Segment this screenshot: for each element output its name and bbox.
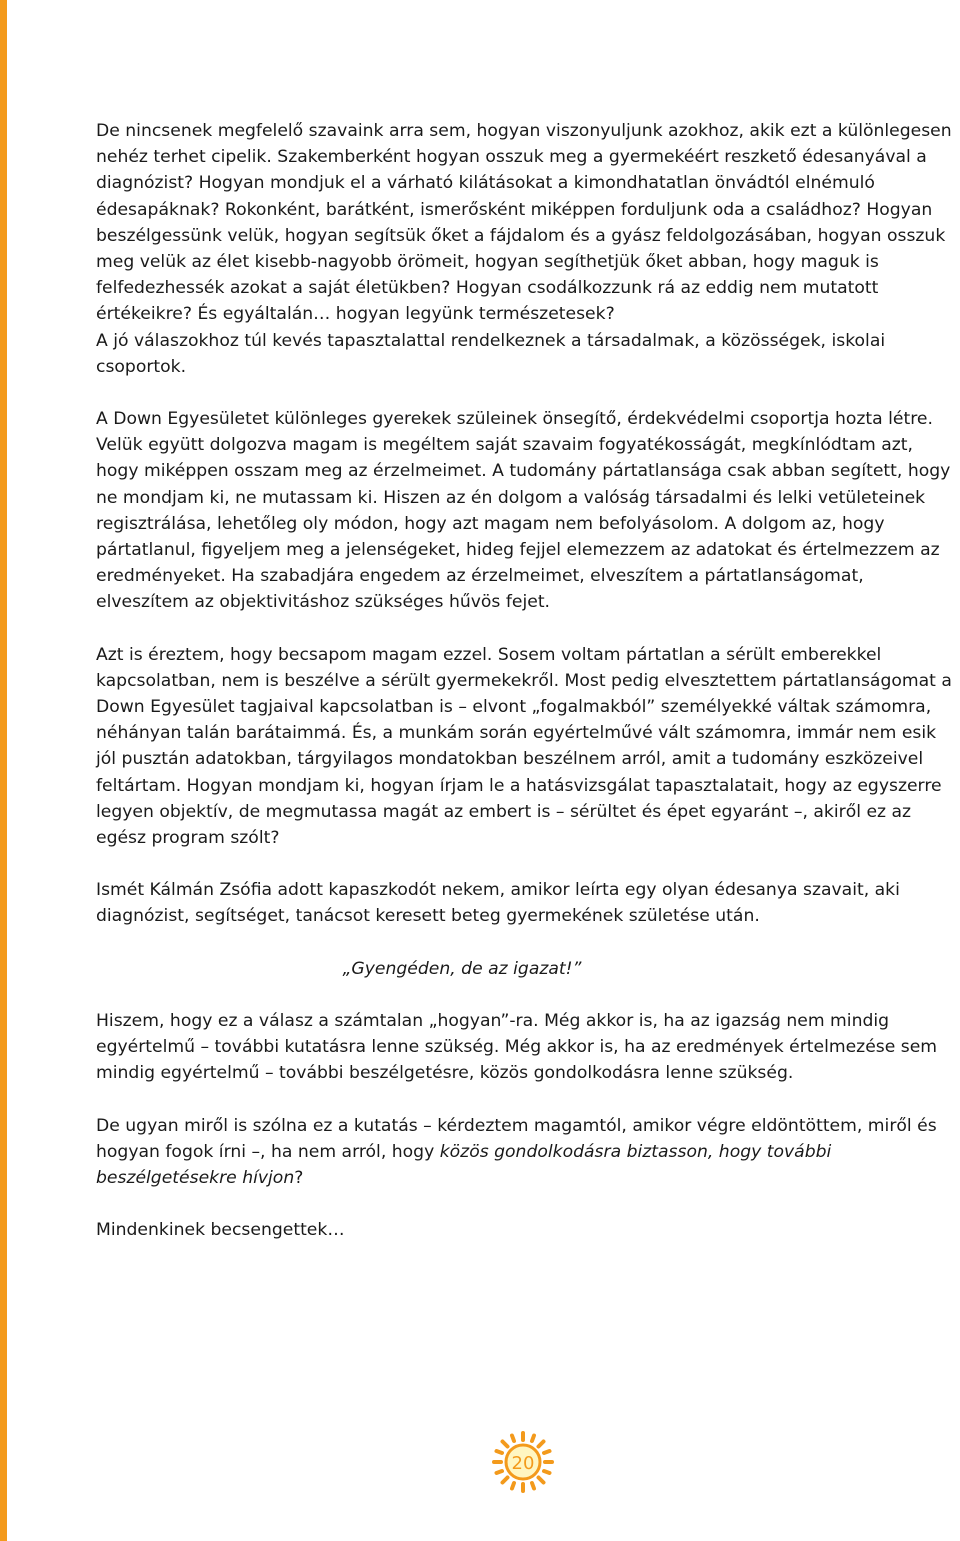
page-body [96,118,958,1269]
paragraph-5: Ismét Kálmán Zsófia adott kapaszkodót nekem, amikor leírta egy olyan édesanya szavait, aki diagnózist, segítséget, tanácsot keresett beteg gyermekének születése után. [96,880,900,927]
paragraph-7-emphasis: közös gondolkodásra biztasson, hogy további beszélgetésekre hívjon [96,1141,832,1188]
paragraph-1: De nincsenek megfelelő szavaink arra sem, hogyan viszonyuljunk azokhoz, akik ezt a különlegesen nehéz terhet cipelik. Szakemberként hogyan osszuk meg a gyermekéért reszkető édesanyával a diagnózist? Hogyan mondjuk el a várható kilátásokat a kimondhatatlan önvádtól elnémuló édesapáknak? Rokonként, barátként, ismerősként miképpen forduljunk oda a családhoz? Hogyan beszélgessünk velük, hogyan segítsük őket a fájdalom és a gyász feldolgozásában, hogyan osszuk meg velük az élet kisebb-nagyobb örömeit, hogyan segíthetjük őket abban, hogy maguk is felfedezhessék azokat a saját életükben? Hogyan csodálkozzunk rá az eddig nem mutatott értékeikre? És egyáltalán… hogyan legyünk természetesek? [96,121,952,325]
paragraph-4: Azt is éreztem, hogy becsapom magam ezzel. Sosem voltam pártatlan a sérült emberekkel kapcsolatban, nem is beszélve a sérült gyermekekről. Most pedig elvesztettem pártatlanságomat a Down Egyesület tagjaival kapcsolatban is – elvont „fogalmakból” személyekké váltak számomra, néhányan talán barátaimmá. És, a munkám során egyértelművé vált számomra, immár nem esik jól pusztán adatokban, tárgyilagos mondatokban beszélnem arról, amit a tudomány eszközeivel feltártam. Hogyan mondjam ki, hogyan írjam le a hatásvizsgálat tapasztalatait, hogy az egyszerre legyen objektív, de megmutassa magát az embert is – sérültet és épet egyaránt –, akiről ez az egész program szólt? [96,644,952,849]
sun-icon [492,1431,554,1493]
quote: „Gyengéden, de az igazat!” [342,958,582,979]
paragraph-3: A Down Egyesületet különleges gyerekek szüleinek önsegítő, érdekvédelmi csoportja hozta létre. Velük együtt dolgozva magam is megéltem saját szavaim fogyatékosságát, megkínlódtam azt, hogy miképpen osszam meg az érzelmeimet. A tudomány pártatlansága csak abban segített, hogy ne mondjam ki, ne mutassam ki. Hiszen az én dolgom a valóság társadalmi és lelki vetületeinek regisztrálása, lehetőleg oly módon, hogy azt magam nem befolyásolom. A dolgom az, hogy pártatlanul, figyeljem meg a jelenségeket, hideg fejjel elemezzem az adatokat és értelmezzem az eredményeket. Ha szabadjára engedem az érzelmeimet, elveszítem a pártatlanságomat, elveszítem az objektivitáshoz szükséges hűvös fejet. [96,409,951,613]
paragraph-6: Hiszem, hogy ez a válasz a számtalan „hogyan”-ra. Még akkor is, ha az igazság nem mindig egyértelmű – további kutatásra lenne szükség. Még akkor is, ha az eredmények értelmezése sem mindig egyértelmű – további beszélgetésre, közös gondolkodásra lenne szükség. [96,1010,938,1084]
paragraph-2: A jó válaszokhoz túl kevés tapasztalattal rendelkeznek a társadalmak, a közösségek, iskolai csoportok. [96,330,886,377]
page-number-badge [492,1431,554,1493]
page-edge-bar [0,0,7,1541]
paragraph-7 [96,1113,958,1192]
paragraph-7-end: ? [294,1167,304,1188]
page-number: 20 [511,1453,535,1474]
paragraph-8: Mindenkinek becsengettek… [96,1220,345,1241]
paragraph-7-text: De ugyan miről is szólna ez a kutatás – kérdeztem magamtól, amikor végre eldöntöttem, miről és hogyan fogok írni –, ha nem arról, hogy [96,1115,937,1162]
